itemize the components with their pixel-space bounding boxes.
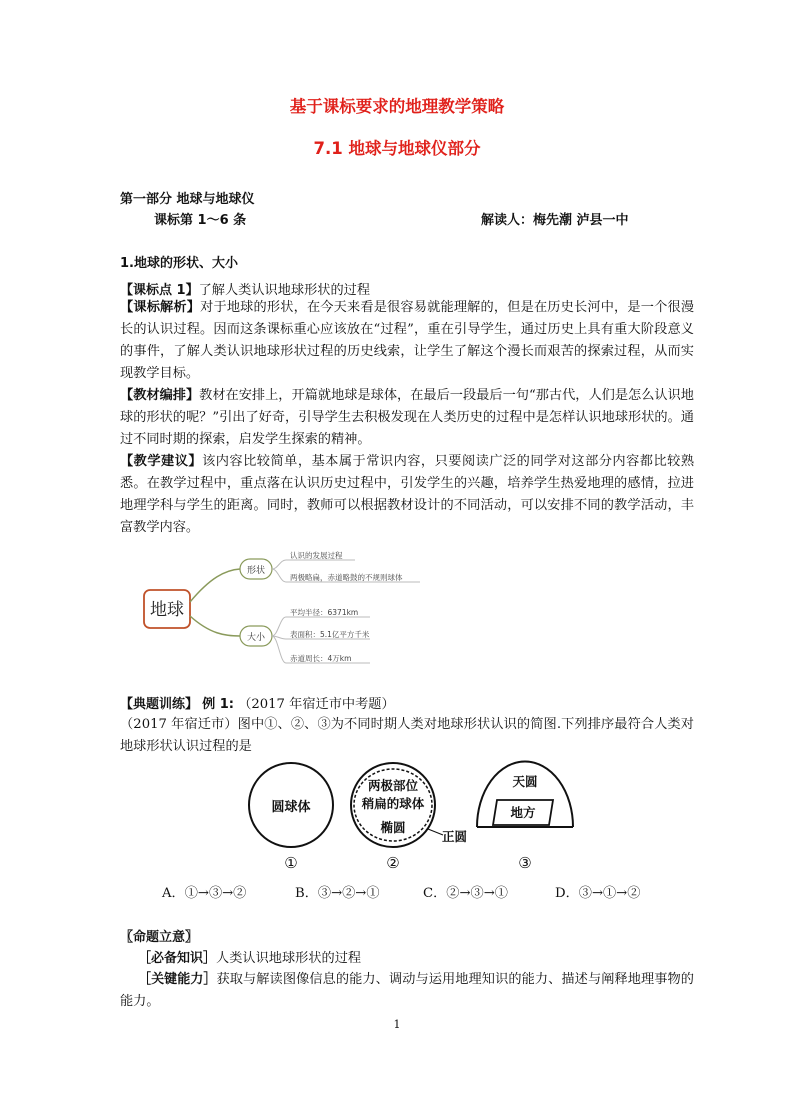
author-line: 解读人：梅先潮 泸县一中: [481, 213, 629, 228]
suggestion-paragraph: [120, 451, 694, 539]
fig-num-3: ③: [518, 854, 532, 872]
page-subtitle: 7.1 地球与地球仪部分: [313, 139, 481, 158]
mindmap-size-item-2: 表面积：5.1亿平方千米: [290, 630, 370, 639]
mindmap-shape-item-2: 两极略扁，赤道略鼓的不规则球体: [290, 573, 403, 582]
suggestion-text: 该内容比较简单，基本属于常识内容，只要阅读广泛的同学对这部分内容都比较熟悉。在教学过程中，重点落在认识历史过程中，引发学生的兴趣，培养学生热爱地理的感情，拉进地理学科与学生的距离。同时，教师可以根据教材设计的不同活动，可以安排不同的教学活动，丰富教学内容。: [120, 454, 695, 535]
mindmap-root: 地球: [150, 600, 184, 620]
fig2-ellipse-label: 椭圆: [380, 820, 406, 835]
option-b[interactable]: B．③→②→①: [295, 886, 380, 901]
mindmap-line-shape-1: [272, 560, 355, 569]
fig3-sky-label: 天圆: [512, 774, 538, 789]
knowledge-line: [138, 947, 361, 966]
standard-range: 课标第 1～6 条: [154, 213, 247, 228]
fig-num-2: ②: [386, 854, 400, 872]
example-header: [120, 693, 395, 712]
section-heading: 1.地球的形状、大小: [120, 256, 238, 271]
fig-num-1: ①: [284, 854, 298, 872]
mindmap-branch-size: 大小: [246, 633, 266, 643]
example-label: 【典题训练】: [120, 697, 199, 712]
standard-point: [120, 279, 370, 298]
fig1-label: 圆球体: [271, 800, 311, 815]
textbook-text: 教材在安排上，开篇就地球是球体，在最后一段最后一句“那古代，人们是怎么认识地球的形状的呢？”引出了好奇，引导学生去积极发现在人类历史的过程中是怎样认识地球形状的。通过不同时期的探索，启发学生探索的精神。: [120, 388, 694, 447]
mindmap-branch-shape: 形状: [246, 566, 266, 576]
part-heading: 第一部分 地球与地球仪: [120, 192, 255, 207]
option-d[interactable]: D．③→①→②: [555, 886, 641, 901]
suggestion-label: 【教学建议】: [120, 454, 203, 469]
ability-text: 获取与解读图像信息的能力、调动与运用地理知识的能力、描述与阐释地理事物的能力。: [120, 972, 694, 1009]
analysis-text: 对于地球的形状，在今天来看是很容易就能理解的，但是在历史长河中，是一个很漫长的认识过程。因而这条课标重心应该放在“过程”，重在引导学生，通过历史上具有重大阶段意义的事件，了解人类认识地球形状过程的历史线索，让学生了解这个漫长而艰苦的探索过程，从而实现教学目标。: [120, 300, 695, 381]
mindmap-size-item-1: 平均半径：6371km: [290, 608, 359, 617]
fig2-mid-label: 稍扁的球体: [361, 796, 425, 811]
standard-point-text: 了解人类认识地球形状的过程: [198, 283, 371, 298]
textbook-label: 【教材编排】: [120, 388, 200, 403]
knowledge-text: 人类认识地球形状的过程: [216, 951, 362, 966]
earth-mindmap: [130, 538, 420, 678]
mindmap-link-shape: [190, 569, 240, 602]
knowledge-label: ［必备知识］: [138, 951, 217, 966]
textbook-paragraph: [120, 385, 694, 451]
earth-shape-figure: [245, 755, 585, 875]
fig3-ground-label: 地方: [510, 805, 536, 820]
page-number: 1: [393, 1018, 401, 1031]
fig2-pointer-line: [428, 829, 443, 835]
fig2-circle-label: 正圆: [442, 829, 468, 844]
example-source: （2017 年宿迁市中考题）: [238, 697, 395, 712]
mindmap-size-item-3: 赤道周长：4万km: [290, 654, 352, 663]
example-number: 例 1:: [202, 697, 234, 712]
intent-heading: 〖命题立意〗: [120, 930, 199, 945]
standard-point-label: 【课标点 1】: [120, 283, 199, 298]
mindmap-shape-item-1: 认识的发展过程: [290, 551, 343, 560]
fig2-top-label: 两极部位: [367, 778, 419, 793]
ability-paragraph: [120, 969, 694, 1013]
mindmap-link-size: [190, 616, 240, 636]
option-a[interactable]: A．①→③→②: [162, 886, 247, 901]
page-title: 基于课标要求的地理教学策略: [289, 97, 505, 116]
example-question: （2017 年宿迁市）图中①、②、③为不同时期人类对地球形状认识的简图.下列排序最符合人类对地球形状认识过程的是: [120, 717, 694, 754]
analysis-paragraph: [120, 297, 694, 385]
analysis-label: 【课标解析】: [120, 300, 201, 315]
option-c[interactable]: C．②→③→①: [423, 886, 508, 901]
ability-label: ［关键能力］: [138, 972, 217, 987]
